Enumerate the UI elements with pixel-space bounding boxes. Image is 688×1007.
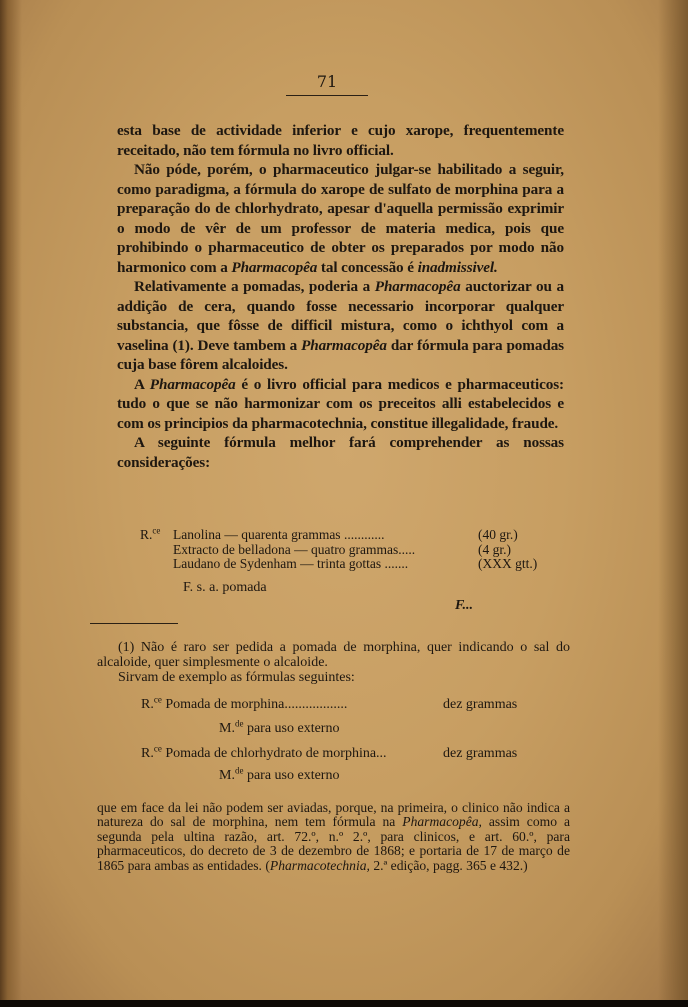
recipe-label: R. (141, 746, 154, 761)
text-run: A seguinte fórmula melhor fará comprehender as nossas considerações: (117, 434, 564, 471)
text-run: A (134, 375, 150, 393)
footnote-intro (97, 640, 570, 685)
italic-text: Pharmacopêa, (402, 814, 482, 830)
text-run: 2.ª edição, pagg. 365 e 432.) (369, 857, 528, 873)
paragraph (117, 160, 564, 277)
ingredient: Lanolina — quarenta grammas ............ (173, 527, 385, 542)
usage-sup: de (234, 718, 244, 729)
text-run: esta base de actividade inferior e cujo xarope, frequentemente receitado, não tem fórmula no livro official. (117, 122, 564, 159)
usage-text: para uso externo (246, 721, 340, 736)
recipe-sup: ce (153, 743, 162, 754)
recipe-label: R. (140, 527, 153, 542)
italic-text: Pharmacotechnia, (269, 857, 370, 873)
italic-text: Pharmacopêa (231, 258, 318, 276)
formula-usage (219, 765, 340, 784)
prescription-instruction: F. s. a. pomada (183, 580, 267, 595)
text-run: Não póde, porém, o pharmaceutico julgar-se habilitado a seguir, como paradigma, a fórmula do xarope de sulfato de morphina para a preparação do de chlorhydrato, apesar d'aquella permissão exprimir o modo de vêr de um professor de materia medica, pois que prohibindo o pharmaceutico de obter os preparados por modo não harmonico com a (117, 161, 564, 276)
usage-text: para uso externo (246, 768, 340, 783)
formula-item: Pomada de chlorhydrato de morphina... (165, 746, 387, 761)
page-bottom-edge (0, 1000, 688, 1007)
ingredient-amount: (4 gr.) (478, 541, 511, 557)
text-run: auctorizar ou a addição de cera, quando fosse necessario incorporar qualquer substancia, que fôsse de difficil mistura, como o ichthyol com a vaselina (1). Deve tambem a (117, 278, 564, 354)
ingredient-amount: (XXX gtt.) (478, 556, 538, 571)
main-text (117, 121, 564, 472)
usage-label: M. (219, 768, 235, 783)
prescription-row (140, 543, 560, 558)
footnote-text: (1) Não é raro ser pedida a pomada de morphina, quer indicando o sal do alcaloide, quer simplesmente o alcaloide. (97, 640, 570, 670)
formula-item: Pomada de morphina.................. (165, 697, 348, 712)
page-number: 71 (286, 72, 368, 96)
footnote-conclusion (97, 801, 570, 873)
recipe-label: R. (141, 697, 154, 712)
formula-amount: dez grammas (443, 697, 518, 712)
recipe-sup: ce (152, 525, 161, 536)
italic-text: inadmissivel. (417, 258, 498, 276)
prescription-signature: F... (455, 598, 474, 613)
usage-sup: de (234, 765, 244, 776)
usage-label: M. (219, 721, 235, 736)
footnote-formula-2 (141, 743, 387, 762)
paragraph (117, 121, 564, 160)
text-run: dar fórmula para pomadas cuja base fôrem alcaloides. (117, 336, 564, 373)
recipe-sup: ce (153, 694, 162, 705)
text-run: Relativamente a pomadas, poderia a (134, 278, 375, 295)
text-run: tal concessão é (317, 258, 418, 276)
italic-text: Pharmacopêa (149, 375, 236, 393)
ingredient: Extracto de belladona — quatro grammas..... (173, 541, 416, 557)
prescription-row (140, 525, 560, 543)
text-run: assim como a segunda pela ultina razão, art. 72.º, n.º 2.º, para clinicos, e art. 60.º, para pharmaceuticos, do decreto de 3 de dezembro de 1868; e portaria de 17 de março de 1865 para ambas as entidades. ( (97, 814, 570, 873)
paragraph (117, 375, 564, 434)
text-run: é o livro official para medicos e pharmaceuticos: tudo o que se não harmonizar com os preceitos alli estabelecidos e com os principios da pharmacotechnia, constitue illegalidade, fraude. (117, 375, 565, 432)
footnote-paragraph (97, 801, 570, 873)
formula-usage (219, 718, 340, 737)
paragraph (117, 433, 564, 472)
ingredient-amount: (40 gr.) (478, 527, 518, 542)
formula-amount: dez grammas (443, 746, 518, 761)
recipe-mark (140, 525, 173, 543)
prescription-block (140, 525, 560, 572)
text-run: que em face da lei não podem ser aviadas, porque, na primeira, o clinico não indica a natureza do sal de morphina, nem tem fórmula na (97, 800, 570, 830)
ingredient: Laudano de Sydenham — trinta gottas ....... (173, 556, 409, 571)
italic-text: Pharmacopêa (374, 278, 461, 295)
footnote-formula-1 (141, 694, 348, 713)
footnote-examples-intro: Sirvam de exemplo as fórmulas seguintes: (118, 670, 355, 685)
paragraph (117, 277, 564, 375)
footnote-divider (90, 623, 178, 624)
italic-text: Pharmacopêa (301, 336, 387, 354)
prescription-row (140, 557, 560, 572)
